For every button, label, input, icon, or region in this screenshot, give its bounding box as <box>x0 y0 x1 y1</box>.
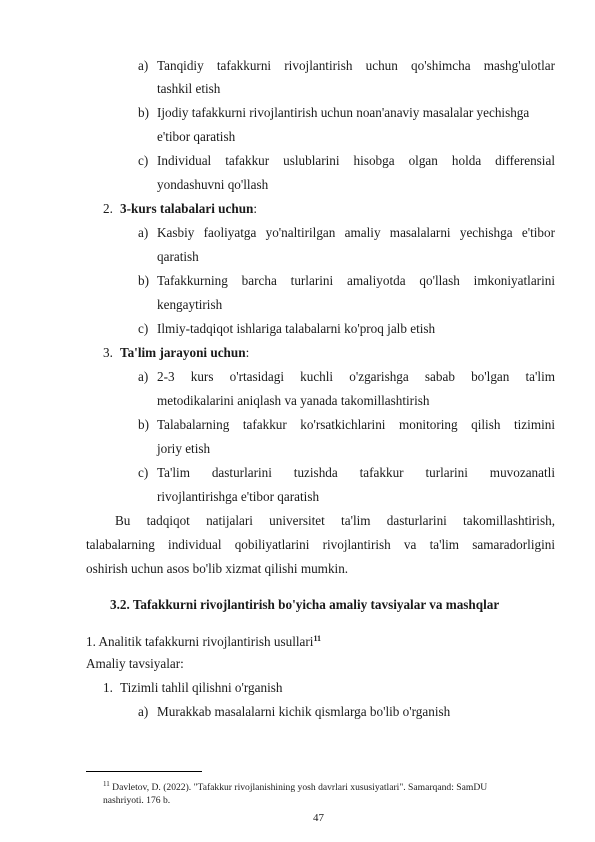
footnote <box>103 778 487 794</box>
footnote-number: 11 <box>103 780 110 788</box>
list-label: a) <box>138 225 149 240</box>
footnote-text-cont: nashriyoti. 176 b. <box>103 795 171 806</box>
practical-label: Amaliy tavsiyalar: <box>86 656 184 671</box>
list-label: c) <box>138 321 149 336</box>
list-label: a) <box>138 58 149 73</box>
list-item-text: qaratish <box>157 249 199 264</box>
list-item-text: Talabalarning tafakkur ko'rsatkichlarini monitoring qilish tizimini <box>157 417 555 432</box>
list-item-text: yondashuvni qo'llash <box>157 177 269 192</box>
section-title-colon: : <box>245 345 250 360</box>
footnote-text: Davletov, D. (2022). "Tafakkur rivojlanishining yosh davrlari xususiyatlari". Samarqand: SamDU <box>112 782 488 793</box>
list-number: 1. <box>103 680 113 695</box>
list-item-text: rivojlantirishga e'tibor qaratish <box>157 489 320 504</box>
section-title-text: 3-kurs talabalari uchun <box>120 201 254 216</box>
list-item-text: Murakkab masalalarni kichik qismlarga bo'lib o'rganish <box>157 704 451 719</box>
paragraph-line: Bu tadqiqot natijalari universitet ta'lim dasturlarini takomillashtirish, <box>115 513 555 528</box>
list-item-text: metodikalarini aniqlash va yanada takomillashtirish <box>157 393 430 408</box>
page-number: 47 <box>313 812 324 824</box>
list-item-text: joriy etish <box>157 441 211 456</box>
footnote-separator <box>86 771 202 772</box>
list-item-text: 2-3 kurs o'rtasidagi kuchli o'zgarishga sabab bo'lgan ta'lim <box>157 369 555 384</box>
section-title <box>120 345 249 361</box>
section-title-text: Ta'lim jarayoni uchun <box>120 345 246 360</box>
section-title <box>120 201 257 217</box>
list-item-text: kengaytirish <box>157 297 223 312</box>
section-number: 2. <box>103 201 113 216</box>
paragraph-line: oshirish uchun asos bo'lib xizmat qilishi mumkin. <box>86 561 349 576</box>
section-number: 3. <box>103 345 113 360</box>
list-label: b) <box>138 417 149 432</box>
subheading <box>86 631 321 650</box>
subheading-text: 1. Analitik tafakkurni rivojlantirish usullari <box>86 634 314 649</box>
section-heading: 3.2. Tafakkurni rivojlantirish bo'yicha amaliy tavsiyalar va mashqlar <box>110 597 500 612</box>
footnote-reference[interactable]: 11 <box>313 634 322 643</box>
list-item-text: e'tibor qaratish <box>157 129 236 144</box>
list-label: b) <box>138 273 149 288</box>
list-item-text: Ijodiy tafakkurni rivojlantirish uchun noan'anaviy masalalar yechishga <box>157 105 530 120</box>
list-item-text: Tizimli tahlil qilishni o'rganish <box>120 680 283 695</box>
list-label: c) <box>138 465 149 480</box>
list-item-text: Individual tafakkur uslublarini hisobga olgan holda differensial <box>157 153 555 168</box>
list-item-text: Ilmiy-tadqiqot ishlariga talabalarni ko'proq jalb etish <box>157 321 436 336</box>
list-item-text: Ta'lim dasturlarini tuzishda tafakkur turlarini muvozanatli <box>157 465 555 480</box>
list-item-text: Tanqidiy tafakkurni rivojlantirish uchun qo'shimcha mashg'ulotlar <box>157 58 555 73</box>
list-item-text: Tafakkurning barcha turlarini amaliyotda qo'llash imkoniyatlarini <box>157 273 555 288</box>
paragraph-line: talabalarning individual qobiliyatlarini rivojlantirish va ta'lim samaradorligini <box>86 537 555 552</box>
list-item-text: Kasbiy faoliyatga yo'naltirilgan amaliy masalalarni yechishga e'tibor <box>157 225 555 240</box>
list-item-text: tashkil etish <box>157 81 221 96</box>
list-label: b) <box>138 105 149 120</box>
list-label: c) <box>138 153 149 168</box>
section-title-colon: : <box>253 201 258 216</box>
list-label: a) <box>138 369 149 384</box>
list-label: a) <box>138 704 149 719</box>
